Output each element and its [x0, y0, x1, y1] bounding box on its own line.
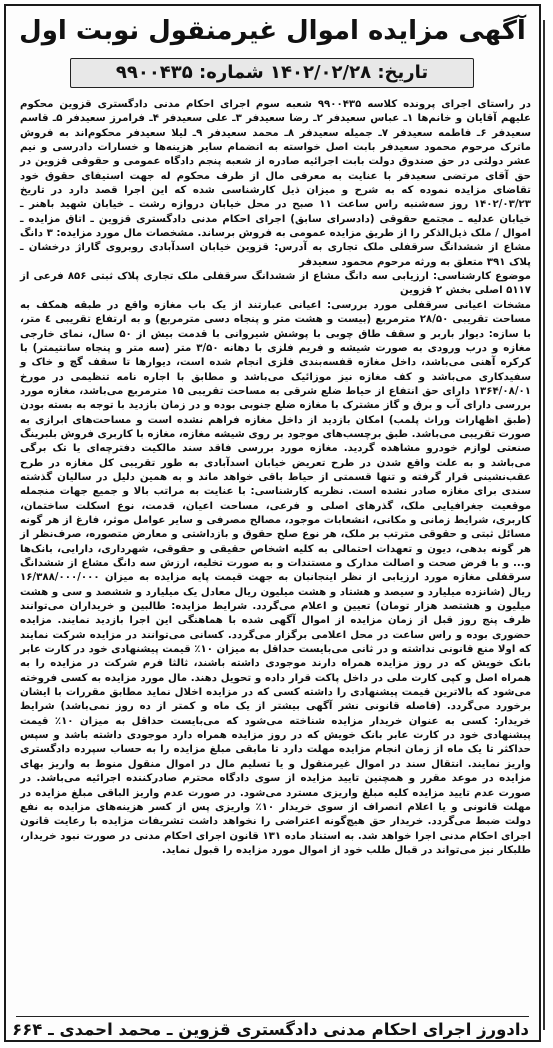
notice-paragraph-intro: در راستای اجرای پرونده کلاسه ۹۹۰۰۴۳۵ شعبه سوم اجرای احکام مدنی دادگستری قزوین محکوم علیهم آقایان و خانم‌ها ۱ـ عباس سعیدفر ۲ـ رضا سعیدفر ۳ـ علی سعیدفر ۴ـ فرامرز سعیدفر ۵ـ قاسم سعیدفر ۶ـ فاطمه سعیدفر ۷ـ جمیله سعیدفر ۸ـ محمد سعیدفر ۹ـ لیلا سعیدفر محکوم‌اند به فروش ماترک مرحوم محمود سعیدفر بابت اصل خواسته به انضمام سایر هزینه‌ها و خسارات دادرسی و نیم عشر دولتی در حق صندوق دولت بابت اجرائیه صادره از شعبه پنجم دادگاه عمومی و حقوقی قزوین در حق آقای مرتضی سعیدفر با عنایت به معرفی مال از طرف محکوم له جهت استیفای حقوق خود تقاضای مزایده نموده که به شرح و میزان ذیل کارشناسی شده که این اجرا قصد دارد در تاریخ ۱۴۰۲/۰۳/۲۳ روز سه‌شنبه راس ساعت ۱۱ صبح در محل خیابان دروازه رشت ـ خیابان شهید باهنر ـ خیابان عدلیه ـ مجتمع حقوقی (دادسرای سابق) اجرای احکام مدنی دادگستری قزوین ـ اتاق مزایده ـ اموال / ملک ذیل‌الذکر را از طریق مزایده عمومی به فروش برساند. مشخصات مال مورد مزایده: ۳ دانگ مشاع از ششدانگ سرقفلی ملک تجاری به آدرس: قزوین خیابان اسدآبادی روبروی گاراژ درخشان ـ پلاک ۳۹۱ متعلق به ورثه مرحوم محمود سعیدفر	[20, 99, 531, 268]
page-edge-divider	[543, 20, 551, 1030]
notice-paragraph-details: مشخات اعیانی سرقفلی مورد بررسی: اعیانی عبارتند از یک باب مغازه واقع در طبقه همکف به مساحت تقریبی ۲۸/۵۰ مترمربع (بیست و هشت متر و پنجاه دسی مترمربع) و به ارتفاع تقریبی ٤ متر، با سازه: دیوار باربر و سقف طاق چوبی با پوشش شیروانی با قدمت بیش از ۵۰ سال، نمای خارجی مغازه و درب ورودی به صورت شیشه و فریم فلزی با دهانه ۳/۵۰ متر (سه متر و پنجاه سانتیمتر) با کرکره آهنی می‌باشد، داخل مغازه قفسه‌بندی فلزی انجام شده است، دیوارها تا سقف گچ و خاک و سفیدکاری می‌باشد و کف مغازه نیز موزائیک می‌باشد و مطابق با اجاره نامه تنظیمی در مورخ ۱۳۶۴/۰۸/۰۱ دارای حق انتفاع از حیاط ضلع شرقی به مساحت تقریبی ۱۵ مترمربع می‌باشد، مغازه مورد بررسی دارای آب و برق و گاز مشترک با مغازه ضلع جنوبی بوده و در زمان بازدید با توجه به بسته بودن (طبق اظهارات وراث پلمب) امکان بازدید از داخل مغازه فراهم نشده است و مساحت‌های ابرازی به صورت تقریبی می‌باشد. طبق برچسب‌های موجود بر روی شیشه مغازه، مغازه با کاربری فروش بلبرینگ صنعتی لوازم خودرو مشاهده گردید. مغازه مورد بررسی فاقد سند مالکیت دفترچه‌ای یا تک برگی می‌باشد و به علت واقع شدن در طرح تعریض خیابان اسدآبادی به طور تقریبی کل مغازه در طرح عقب‌نشینی قرار گرفته و تنها قسمتی از حیاط باقی خواهد ماند و به همین دلیل در سالیان گذشته سندی برای مغازه صادر نشده است. نظریه کارشناسی: با عنایت به مراتب بالا و جمیع جهات منجمله موقعیت جغرافیایی ملک، گذرهای اصلی و فرعی، مساحت اعیان، قدمت، نوع اسکلت ساختمان، کاربری، شرایط زمانی و مکانی، انشعابات موجود، مصالح مصرفی و سایر عوامل موثر، فارغ از هر گونه مسائل ثبتی و حقوقی مترتب بر ملک، هر نوع صلح حقوق و بازداشتی و معارض متصوره، صرف‌نظر از هر گونه بدهی، دیون و تعهدات احتمالی به کلیه اشخاص حقیقی و حقوقی، شهرداری، دارایی، بانک‌ها و... و با فرض صحت و اصالت مدارک و مستندات و به صورت تخلیه، ارزش سه دانگ مشاع از ششدانگ سرقفلی مغازه مورد ارزیابی از نظر اینجانبان به جهت قیمت پایه مزایده به میزان ۱۶/۳۸۸/۰۰۰/۰۰۰ ریال (شانزده میلیارد و سیصد و هشتاد و هشت میلیون ریال معادل یک میلیارد و ششصد و سی و هشت میلیون و هشتصد هزار تومان) تعیین و اعلام می‌گردد. شرایط مزایده: طالبین و خریداران می‌توانند ظرف پنج روز قبل از زمان مزایده از اموال آگهی شده با هماهنگی این اجرا بازدید نمایند. مزایده حضوری بوده و راس ساعت در محل اعلامی برگزار می‌گردد. کسانی می‌توانند در مزایده شرکت نمایند که اولا منع قانونی نداشته و در ثانی می‌بایست حداقل به میزان ۱۰٪ قیمت پیشنهادی خود در کارت عابر بانک خویش که در روز مزایده همراه دارند موجودی داشته باشند، ثالثا فرم شرکت در مزایده را به همراه اصل و کپی کارت ملی در داخل پاکت قرار داده و تحویل دهند. مال مورد مزایده به کسی فروخته می‌شود که بالاترین قیمت پیشنهادی را داشته کسی که در مزایده اخلال نماید مطابق مقررات با ایشان برخورد می‌گردد. (فاصله قانونی نشر آگهی بیشتر از یک ماه و کمتر از ده روز نمی‌باشد) شرایط خریدار: کسی به عنوان خریدار مزایده شناخته می‌شود که می‌بایست حداقل به میزان ۱۰٪ قیمت پیشنهادی خود در کارت عابر بانک خویش که در روز مزایده همراه دارد موجودی داشته باشد و سپس حداکثر تا یک ماه از زمان انجام مزایده مهلت دارد تا مابقی مبلغ مزایده را به حساب سپرده دادگستری واریز نمایند. انتقال سند در اموال غیرمنقول و یا تسلیم مال در اموال منقول منوط به واریز بهای مزایده در موعد مقرر و همچنین تایید مزایده از سوی دادگاه محترم صادرکننده اجرائیه می‌باشد. در صورت عدم تایید مزایده کلیه مبلغ واریزی مسترد می‌شود. در صورت عدم واریز الباقی مبلغ مزایده در مهلت قانونی و یا اعلام انصراف از سوی خریدار ۱۰٪ واریزی پس از کسر هزینه‌های مزایده به نفع دولت ضبط می‌گردد. خریدار حق هیچ‌گونه اعتراضی را نخواهد داشت تشریفات مزایده با رعایت قانون اجرای احکام مدنی اجرا خواهد شد. به استناد ماده ۱۳۱ قانون اجرای احکام مدنی در صورت نبود خریدار، طلبکار نیز می‌تواند در قبال طلب خود از اموال مورد مزایده را قبول نماید.	[20, 299, 532, 856]
notice-frame	[4, 4, 541, 1042]
notice-signature-footer: دادورز اجرای احکام مدنی دادگستری قزوین ـ محمد احمدی ـ ۶۶۴	[16, 1016, 529, 1043]
notice-paragraph-subject: موضوع کارشناسی: ارزیابی سه دانگ مشاع از ششدانگ سرقفلی ملک تجاری پلاک ثبتی ۸۵۶ فرعی از ۵۱۱۷ اصلی بخش ۲ قزوین	[20, 271, 531, 297]
notice-body	[20, 98, 531, 858]
date-number-box: تاریخ: ۱۴۰۲/۰۲/۲۸ شماره: ۹۹۰۰۴۳۵	[70, 58, 474, 88]
notice-title: آگهی مزایده اموال غیرمنقول نوبت اول	[19, 16, 526, 46]
